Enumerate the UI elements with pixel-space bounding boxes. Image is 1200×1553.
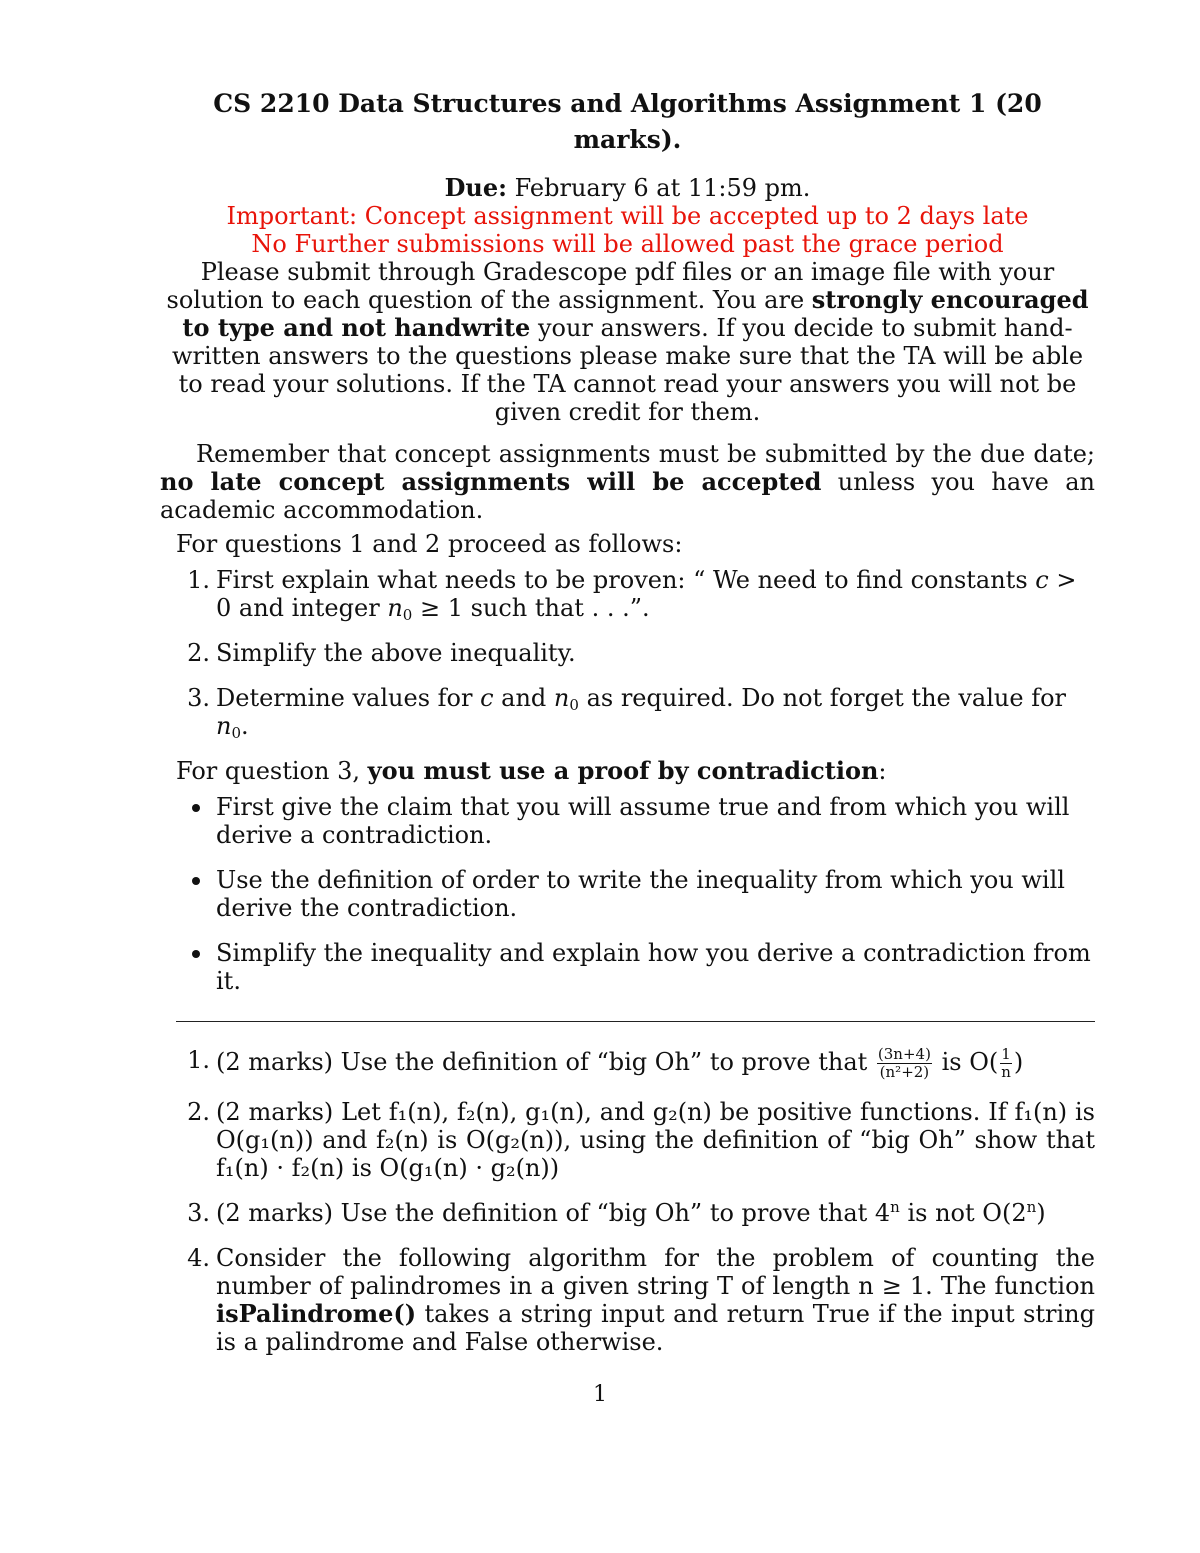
- submission-instructions: [160, 258, 1095, 426]
- math-superscript: n: [1026, 1198, 1037, 1216]
- questions-list: [176, 1046, 1095, 1356]
- question-text: ): [1036, 1199, 1046, 1227]
- section-divider: [176, 1021, 1095, 1022]
- math-subscript: 0: [231, 724, 242, 742]
- math-var: n: [553, 684, 570, 712]
- question-text: ): [1013, 1048, 1024, 1076]
- question-item: [176, 1199, 1095, 1227]
- step-number: 3.: [187, 684, 210, 712]
- question-number: 3.: [187, 1199, 210, 1227]
- page-number: 1: [593, 1382, 607, 1407]
- step-item: [176, 639, 1095, 667]
- step-text: as required. Do not forget the value for: [578, 684, 1067, 712]
- grace-period-notice: No Further submissions will be allowed past the grace period: [251, 230, 1004, 258]
- fraction: [877, 1046, 932, 1081]
- math-var: c: [1035, 566, 1049, 594]
- q3-intro-colon: :: [878, 757, 887, 785]
- math-var: n: [216, 712, 232, 740]
- step-text: and: [493, 684, 554, 712]
- fraction-numerator: 1: [1001, 1045, 1011, 1063]
- bullet-text: Simplify the inequality and explain how you derive a contradiction from it.: [216, 939, 1091, 995]
- question-number: 2.: [187, 1098, 210, 1126]
- q3-intro-text: For question 3,: [176, 757, 368, 785]
- step-text: ≥ 1 such that . . .”.: [412, 594, 650, 622]
- bullet-text: Use the definition of order to write the inequality from which you will derive the contradiction.: [216, 866, 1065, 922]
- step-item: [176, 684, 1095, 740]
- step-text: > 0 and integer: [216, 566, 1077, 622]
- bullet-icon: [192, 877, 200, 885]
- submission-text-1: Please submit through Gradescope pdf files or an image file with your solution to each question of the assignment. You are: [166, 258, 1055, 314]
- function-name: isPalindrome(): [216, 1299, 417, 1328]
- bullet-item: [176, 939, 1095, 995]
- due-date: February 6 at 11:59 pm.: [514, 174, 811, 202]
- late-policy-text-2: unless you have an academic accommodation.: [160, 468, 1096, 524]
- bullet-icon: [192, 950, 200, 958]
- fraction-denominator: (n²+2): [879, 1063, 930, 1081]
- contradiction-bullets: [176, 793, 1095, 995]
- question-number: 1.: [187, 1046, 210, 1074]
- q3-intro-emphasis: you must use a proof by contradiction: [367, 756, 879, 785]
- question-text: (2 marks) Let f₁(n), f₂(n), g₁(n), and g₂(n) be positive functions. If f₁(n) is O(g₁(n)) and f₂(n) is O(g₂(n)), using the definition of “big Oh” show that f₁(n) · f₂(n) is O(g₁(n) · g₂(n)): [216, 1098, 1095, 1182]
- step-number: 1.: [187, 566, 210, 594]
- bullet-item: [176, 866, 1095, 922]
- question-text: takes a string input and return True if the input string is a palindrome and False otherwise.: [216, 1300, 1095, 1356]
- important-notice: Important: Concept assignment will be accepted up to 2 days late: [226, 202, 1029, 230]
- bullet-item: [176, 793, 1095, 849]
- step-number: 2.: [187, 639, 210, 667]
- step-text: Simplify the above inequality.: [216, 639, 576, 667]
- step-text: .: [241, 712, 249, 740]
- q12-intro: For questions 1 and 2 proceed as follows:: [176, 530, 683, 558]
- step-text: First explain what needs to be proven: “ We need to find constants: [216, 566, 1036, 594]
- late-policy-text-1: Remember that concept assignments must be submitted by the due date;: [196, 440, 1095, 468]
- step-text: Determine values for: [216, 684, 481, 712]
- question-text: (2 marks) Use the definition of “big Oh” to prove that: [216, 1048, 875, 1076]
- math-subscript: 0: [402, 606, 413, 624]
- fraction-denominator: n: [1001, 1063, 1011, 1081]
- document-body: [160, 86, 1095, 1373]
- question-item: [176, 1098, 1095, 1182]
- question-text: (2 marks) Use the definition of “big Oh” to prove that 4: [216, 1199, 891, 1227]
- due-label: Due:: [444, 173, 507, 202]
- bullet-text: First give the claim that you will assume true and from which you will derive a contradiction.: [216, 793, 1070, 849]
- math-var: c: [480, 684, 494, 712]
- due-line: [160, 174, 1095, 202]
- math-superscript: n: [890, 1198, 900, 1216]
- math-var: n: [387, 594, 403, 622]
- question-text: Consider the following algorithm for the problem of counting the number of palindromes in a given string T of length n ≥ 1. The function: [216, 1244, 1095, 1300]
- steps-list: [176, 566, 1095, 740]
- math-subscript: 0: [569, 696, 579, 714]
- assignment-title: CS 2210 Data Structures and Algorithms Assignment 1 (20 marks).: [213, 89, 1042, 154]
- late-policy-paragraph: [160, 440, 1095, 524]
- submission-emphasis: strongly encouraged to type and not handwrite: [182, 285, 1089, 342]
- fraction: [1000, 1046, 1012, 1081]
- question-text: is not O(2: [899, 1199, 1027, 1227]
- bullet-icon: [192, 804, 200, 812]
- question-text: is O(: [933, 1048, 999, 1076]
- question-item: [176, 1046, 1095, 1081]
- question-number: 4.: [187, 1244, 210, 1272]
- step-item: [176, 566, 1095, 622]
- fraction-numerator: (3n+4): [877, 1045, 931, 1063]
- q3-intro: [176, 757, 1095, 785]
- submission-text-2: your answers. If you decide to submit hand-written answers to the questions please make sure that the TA will be able to read your solutions. If the TA cannot read your answers you will not be given credit for them.: [171, 314, 1084, 426]
- question-item: [176, 1244, 1095, 1356]
- late-policy-emphasis: no late concept assignments will be accepted: [160, 467, 822, 496]
